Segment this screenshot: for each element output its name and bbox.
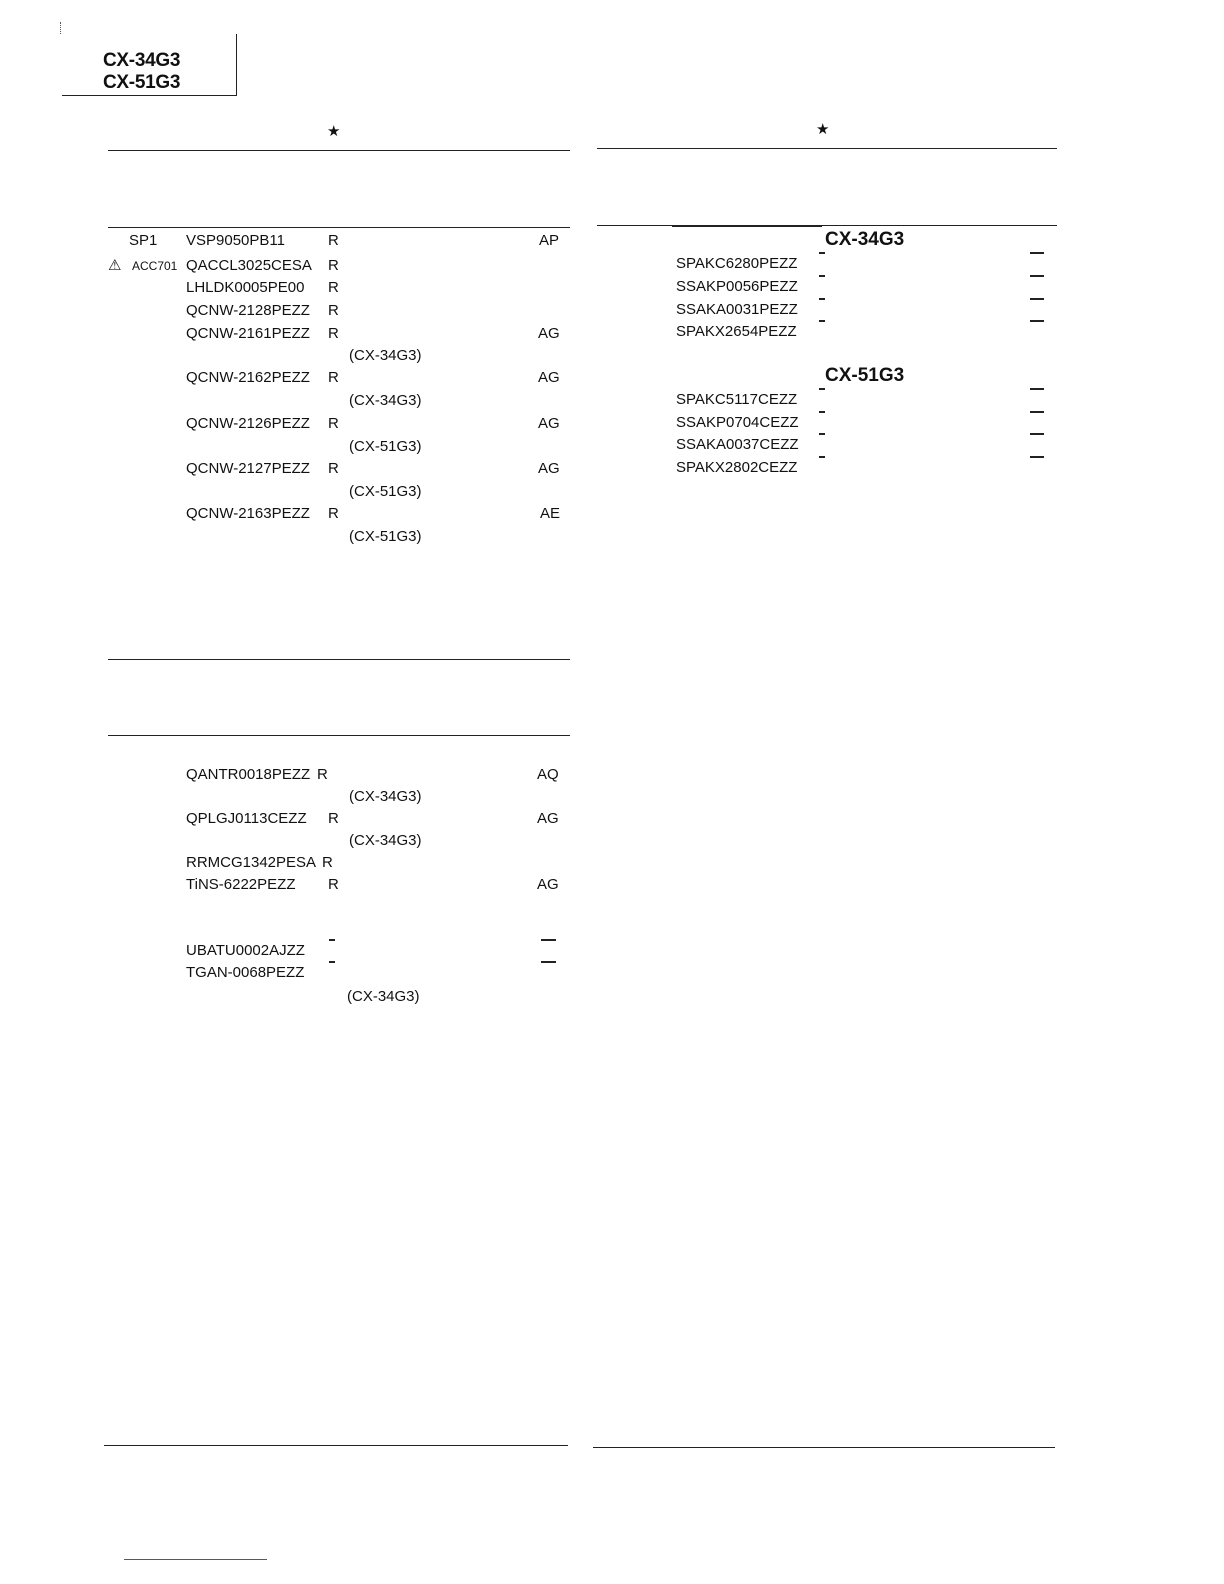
model-note-text: (CX-51G3) — [349, 483, 422, 500]
group-title-cx34g3: CX-34G3 — [825, 229, 905, 250]
model-note-text: (CX-34G3) — [349, 392, 422, 409]
part-number: SPAKC5117CEZZ — [676, 391, 798, 408]
table-row — [0, 941, 612, 961]
part-number: SSAKA0037CEZZ — [676, 436, 799, 453]
part-number: SSAKA0031PEZZ — [676, 301, 798, 318]
footer-link-rule — [124, 1559, 267, 1560]
star-mark-right: ★ — [816, 121, 830, 138]
table-row — [0, 809, 612, 829]
price-rank: AE — [540, 505, 561, 522]
table-row — [0, 390, 1224, 410]
model-note-text: (CX-34G3) — [349, 832, 422, 849]
table-row — [0, 875, 612, 895]
table-row: ⚠ ACC701 QACCL3025CESA R — [108, 257, 339, 274]
part-number: SSAKP0056PEZZ — [676, 278, 798, 295]
part-number: QCNW-2162PEZZ — [186, 369, 310, 386]
part-number: TiNS-6222PEZZ — [186, 876, 296, 893]
part-number: QCNW-2127PEZZ — [186, 460, 310, 477]
part-number: QACCL3025CESA — [186, 257, 312, 274]
header-divider-horizontal — [62, 95, 237, 96]
code: R — [317, 766, 328, 783]
price-rank: AG — [537, 876, 559, 893]
part-number: QCNW-2128PEZZ — [186, 302, 310, 319]
code: R — [328, 279, 339, 296]
code: R — [328, 415, 339, 432]
price-rank: AG — [538, 460, 560, 477]
table-row — [0, 504, 612, 524]
table-row — [0, 458, 1224, 478]
table-row — [0, 300, 1224, 320]
star-mark-left: ★ — [327, 123, 341, 140]
table-row — [0, 853, 612, 873]
ref-number: ACC701 — [132, 259, 178, 273]
price-rank: AG — [538, 369, 560, 386]
page-corner-mark — [60, 22, 63, 34]
right-rule-bottom — [593, 1447, 1055, 1448]
part-number: VSP9050PB11 — [186, 232, 285, 249]
code: R — [328, 810, 339, 827]
model-note-text: (CX-34G3) — [347, 988, 420, 1005]
part-number: SPAKX2654PEZZ — [676, 323, 797, 340]
right-rule-2 — [597, 225, 1057, 226]
part-number: QCNW-2163PEZZ — [186, 505, 310, 522]
code: R — [328, 460, 339, 477]
table-row — [0, 765, 612, 785]
code: R — [328, 325, 339, 342]
code: R — [328, 302, 339, 319]
price-rank: AP — [539, 232, 560, 249]
part-number: UBATU0002AJZZ — [186, 942, 305, 959]
table-row — [0, 277, 1224, 297]
left-rule-bottom — [104, 1445, 568, 1446]
part-number: QPLGJ0113CEZZ — [186, 810, 307, 827]
model-name-2: CX-51G3 — [103, 72, 181, 93]
model-note — [0, 831, 612, 851]
table-row — [0, 322, 1224, 342]
left-rule-3 — [108, 659, 570, 660]
code: R — [328, 257, 339, 274]
model-name-1: CX-34G3 — [103, 50, 181, 71]
model-note-text: (CX-51G3) — [349, 438, 422, 455]
price-rank: AQ — [537, 766, 559, 783]
group-title-cx51g3: CX-51G3 — [825, 365, 905, 386]
left-rule-2 — [108, 227, 570, 228]
part-number: QCNW-2161PEZZ — [186, 325, 310, 342]
left-rule-4 — [108, 735, 570, 736]
part-number: SSAKP0704CEZZ — [676, 414, 799, 431]
code: R — [322, 854, 333, 871]
model-note-text: (CX-34G3) — [349, 788, 422, 805]
price-rank: AG — [538, 415, 560, 432]
parts-table-2 — [0, 765, 612, 1015]
code: R — [328, 369, 339, 386]
code: R — [328, 876, 339, 893]
part-number: LHLDK0005PE00 — [186, 279, 305, 296]
part-number: QANTR0018PEZZ — [186, 766, 311, 783]
part-number: TGAN-0068PEZZ — [186, 964, 305, 981]
part-number: SPAKC6280PEZZ — [676, 255, 798, 272]
header-divider-vertical — [236, 34, 237, 96]
code: R — [328, 232, 339, 249]
left-rule-1 — [108, 150, 570, 151]
model-note-text: (CX-34G3) — [349, 347, 422, 364]
part-number: SPAKX2802CEZZ — [676, 459, 798, 476]
model-note — [0, 527, 612, 547]
table-row — [0, 435, 1224, 455]
table-row — [0, 254, 1224, 274]
model-note — [0, 787, 612, 807]
table-row — [0, 413, 1224, 433]
price-rank: AG — [537, 810, 559, 827]
part-number: RRMCG1342PESA — [186, 854, 317, 871]
code: R — [328, 505, 339, 522]
price-rank: AG — [538, 325, 560, 342]
ref-number: SP1 — [129, 232, 158, 249]
part-number: QCNW-2126PEZZ — [186, 415, 310, 432]
table-row — [0, 963, 612, 983]
right-rule-1 — [597, 148, 1057, 149]
speaker-parts-table — [0, 229, 1224, 489]
model-note — [0, 987, 612, 1007]
model-note-text: (CX-51G3) — [349, 528, 422, 545]
right-subhead-rule — [672, 226, 822, 227]
